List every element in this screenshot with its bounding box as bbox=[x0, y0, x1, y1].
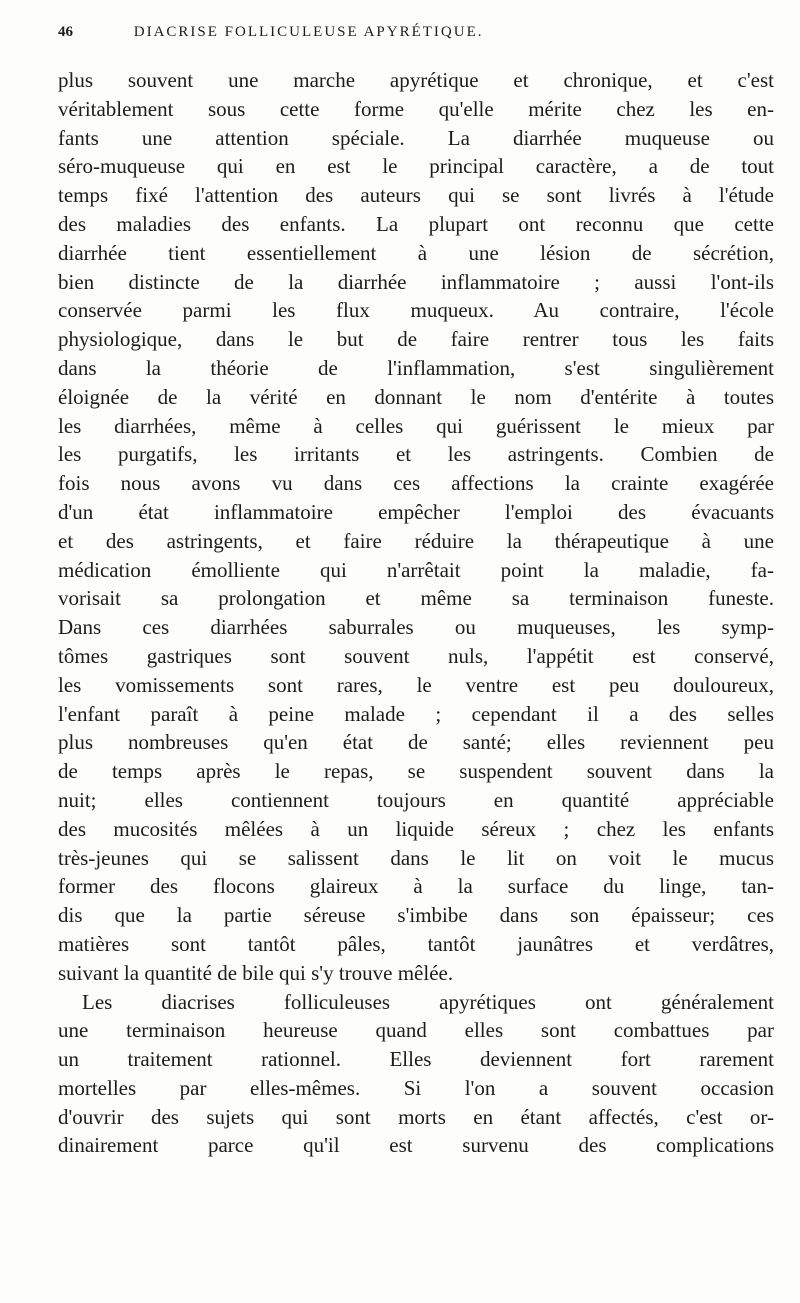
text-line: diarrhée tient essentiellement à une lésion de sécrétion, bbox=[58, 240, 774, 265]
text-line: bien distincte de la diarrhée inflammatoire ; aussi l'ont-ils bbox=[58, 269, 774, 294]
text-line: tômes gastriques sont souvent nuls, l'appétit est conservé, bbox=[58, 643, 774, 668]
text-line: physiologique, dans le but de faire rentrer tous les faits bbox=[58, 327, 774, 352]
text-line: séro-muqueuse qui en est le principal caractère, a de tout bbox=[58, 154, 774, 179]
text-line: très-jeunes qui se salissent dans le lit on voit le mucus bbox=[58, 845, 774, 870]
running-title: DIACRISE FOLLICULEUSE APYRÉTIQUE. bbox=[133, 24, 484, 40]
text-line: l'enfant paraît à peine malade ; cependant il a des selles bbox=[58, 701, 774, 726]
text-line: une terminaison heureuse quand elles sont combattues par bbox=[58, 1018, 774, 1043]
text-line: vorisait sa prolongation et même sa terminaison funeste. bbox=[58, 586, 774, 611]
text-line: véritablement sous cette forme qu'elle mérite chez les en- bbox=[58, 96, 774, 121]
text-line: médication émolliente qui n'arrêtait point la maladie, fa- bbox=[58, 557, 774, 582]
text-line: dans la théorie de l'inflammation, s'est singulièrement bbox=[58, 355, 774, 380]
text-line: fois nous avons vu dans ces affections la crainte exagérée bbox=[58, 471, 774, 496]
text-line: matières sont tantôt pâles, tantôt jaunâtres et verdâtres, bbox=[58, 931, 774, 956]
text-line: les purgatifs, les irritants et les astringents. Combien de bbox=[58, 442, 774, 467]
body-text bbox=[58, 66, 774, 1160]
text-line: dis que la partie séreuse s'imbibe dans son épaisseur; ces bbox=[58, 903, 774, 928]
text-line: former des flocons glaireux à la surface du linge, tan- bbox=[58, 874, 774, 899]
text-line: de temps après le repas, se suspendent souvent dans la bbox=[58, 759, 774, 784]
text-line: d'ouvrir des sujets qui sont morts en étant affectés, c'est or- bbox=[58, 1104, 774, 1129]
text-line: conservée parmi les flux muqueux. Au contraire, l'école bbox=[58, 298, 774, 323]
text-line: les diarrhées, même à celles qui guérissent le mieux par bbox=[58, 413, 774, 438]
text-line: des mucosités mêlées à un liquide séreux ; chez les enfants bbox=[58, 816, 774, 841]
text-line: plus nombreuses qu'en état de santé; elles reviennent peu bbox=[58, 730, 774, 755]
text-line: des maladies des enfants. La plupart ont reconnu que cette bbox=[58, 211, 774, 236]
text-line: dinairement parce qu'il est survenu des complications bbox=[58, 1133, 774, 1158]
text-line: nuit; elles contiennent toujours en quantité appréciable bbox=[58, 787, 774, 812]
paragraph-start-line: Les diacrises folliculeuses apyrétiques ont généralement bbox=[82, 989, 774, 1014]
text-line: et des astringents, et faire réduire la thérapeutique à une bbox=[58, 528, 774, 553]
paragraph-end-line: suivant la quantité de bile qui s'y trouve mêlée. bbox=[58, 960, 454, 985]
text-line: Dans ces diarrhées saburrales ou muqueuses, les symp- bbox=[58, 615, 774, 640]
text-line: fants une attention spéciale. La diarrhée muqueuse ou bbox=[58, 125, 774, 150]
text-line: les vomissements sont rares, le ventre est peu douloureux, bbox=[58, 672, 774, 697]
text-line: temps fixé l'attention des auteurs qui se sont livrés à l'étude bbox=[58, 183, 774, 208]
text-line: plus souvent une marche apyrétique et chronique, et c'est bbox=[58, 68, 774, 92]
page-number: 46 bbox=[58, 24, 73, 40]
text-line: éloignée de la vérité en donnant le nom d'entérite à toutes bbox=[58, 384, 774, 409]
text-line: mortelles par elles-mêmes. Si l'on a souvent occasion bbox=[58, 1075, 774, 1100]
text-line: un traitement rationnel. Elles deviennent fort rarement bbox=[58, 1047, 774, 1072]
running-header bbox=[58, 24, 758, 54]
text-line: d'un état inflammatoire empêcher l'emploi des évacuants bbox=[58, 499, 774, 524]
